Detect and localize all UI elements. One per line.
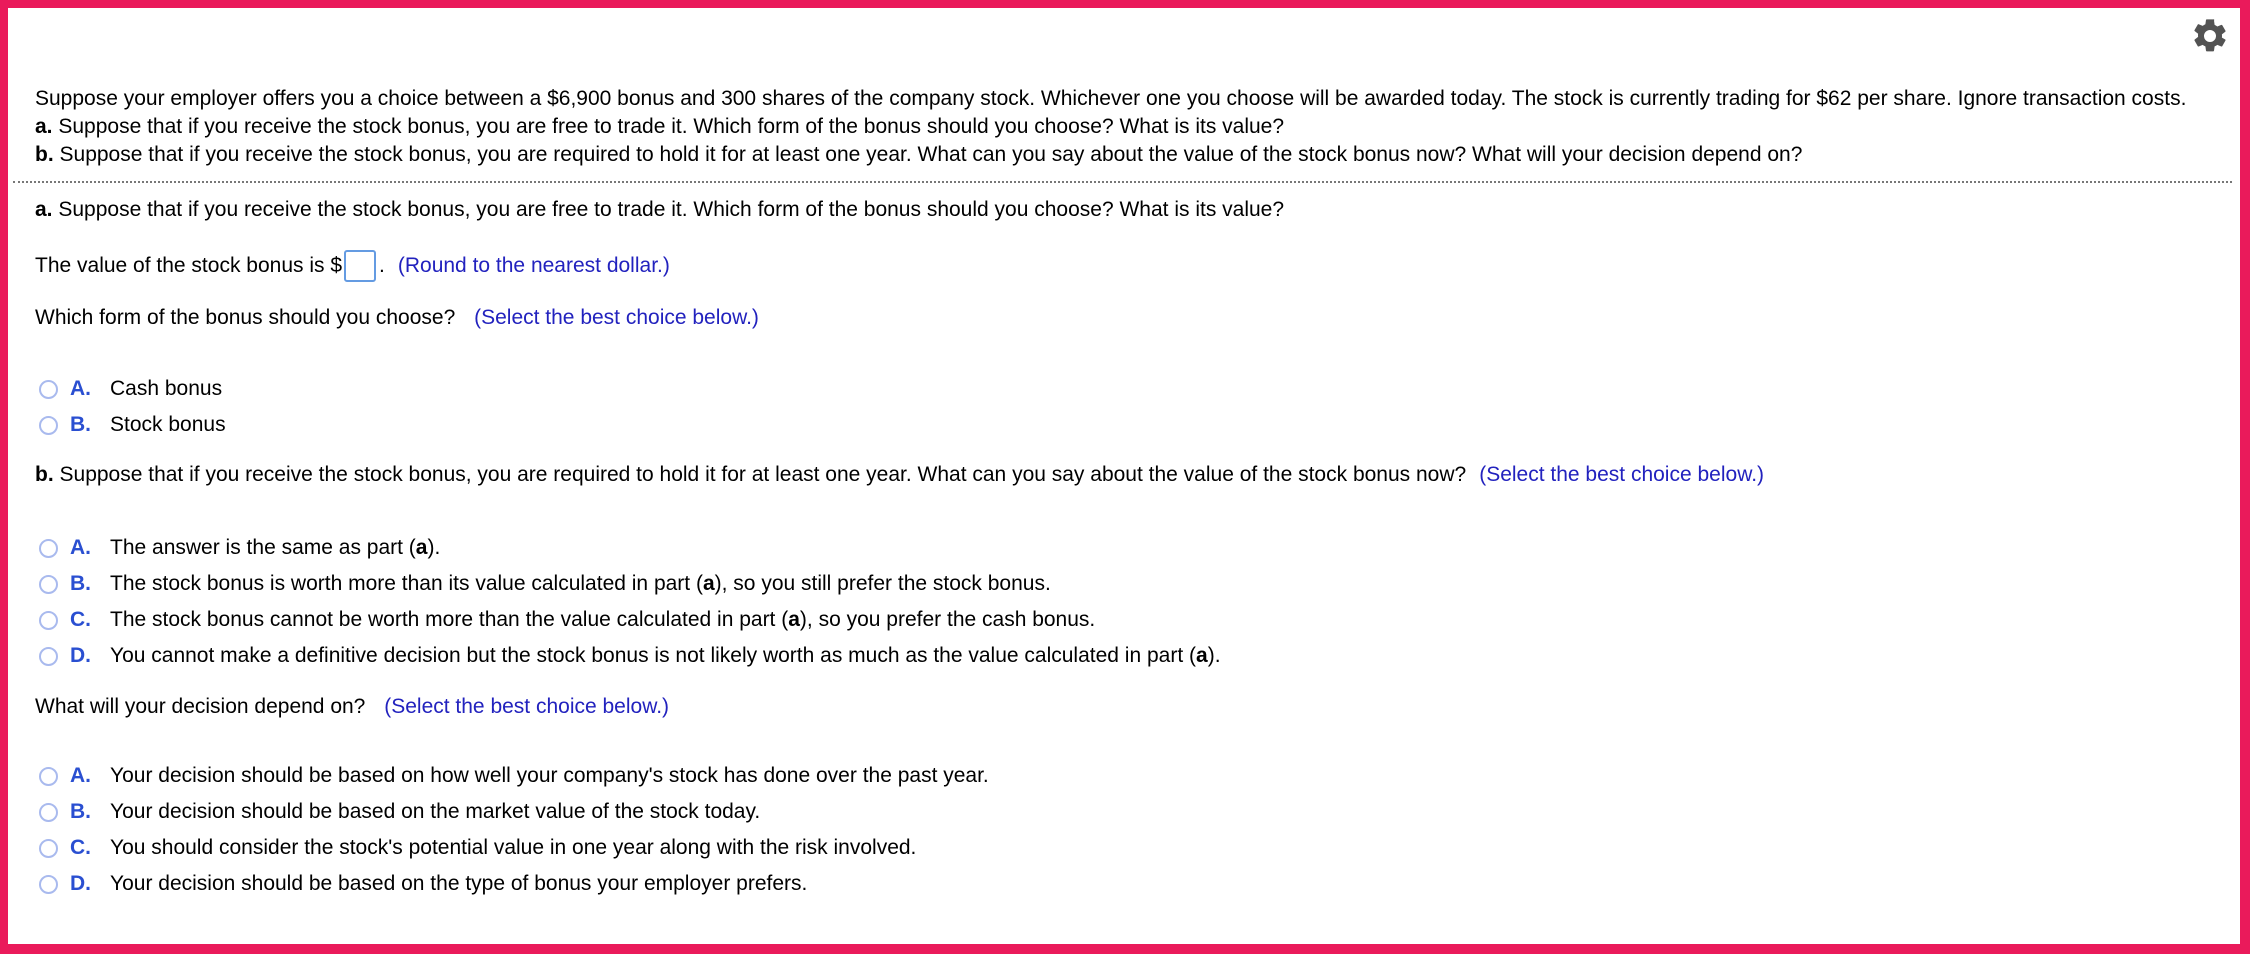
option-letter: C. xyxy=(70,836,91,859)
option-text: Stock bonus xyxy=(110,413,226,436)
part-a-restated-text: Suppose that if you receive the stock bonus, you are free to trade it. Which form of the bonus should you choose? What is its value? xyxy=(52,198,1285,221)
option-text: Your decision should be based on how well your company's stock has done over the past year. xyxy=(110,764,989,787)
question-separator xyxy=(13,181,2232,183)
choice-hint: (Select the best choice below.) xyxy=(474,306,759,329)
value-round-hint: (Round to the nearest dollar.) xyxy=(397,254,670,277)
part-b-hint: (Select the best choice below.) xyxy=(1479,463,1765,486)
option-text: The stock bonus is worth more than its value calculated in part (a), so you still prefer the stock bonus. xyxy=(110,572,1051,595)
choice-question: Which form of the bonus should you choose? xyxy=(35,306,456,329)
option-text: Your decision should be based on the market value of the stock today. xyxy=(110,800,761,823)
option-letter: D. xyxy=(70,644,91,667)
option-row-d-b xyxy=(35,798,2230,826)
decision-question-line xyxy=(35,693,2230,721)
option-letter: B. xyxy=(70,800,91,823)
radio-part-b-option-b[interactable] xyxy=(39,575,58,594)
option-text: The stock bonus cannot be worth more than the value calculated in part (a), so you prefer the cash bonus. xyxy=(110,608,1096,631)
option-text: Cash bonus xyxy=(110,377,223,400)
part-b-restated-label: b. xyxy=(35,463,54,486)
decision-hint: (Select the best choice below.) xyxy=(384,695,670,718)
part-b-label: b. xyxy=(35,143,54,166)
stock-bonus-value-input[interactable] xyxy=(344,250,376,282)
option-row-b-b xyxy=(35,570,2230,598)
radio-decision-option-d[interactable] xyxy=(39,875,58,894)
option-row-a-cash xyxy=(35,375,2230,403)
option-row-a-stock xyxy=(35,411,2230,439)
part-b-question: Suppose that if you receive the stock bonus, you are required to hold it for at least one year. What can you say about the value of the stock bonus now? xyxy=(53,463,1467,486)
option-letter: C. xyxy=(70,608,91,631)
option-letter: B. xyxy=(70,413,91,436)
stock-bonus-value-row xyxy=(35,249,2230,283)
part-a-label: a. xyxy=(35,115,53,138)
option-letter: A. xyxy=(70,377,91,400)
decision-option-group xyxy=(35,762,2230,898)
option-letter: B. xyxy=(70,572,91,595)
radio-part-a-option-a[interactable] xyxy=(39,380,58,399)
option-row-d-c xyxy=(35,834,2230,862)
problem-intro-text: Suppose your employer offers you a choice between a $6,900 bonus and 300 shares of the company stock. Whichever one you choose will be awarded today. The stock is currently trading for $62 per share. Ignore transaction costs. xyxy=(35,87,2187,110)
answer-area xyxy=(8,196,2240,898)
part-a-restated-label: a. xyxy=(35,198,53,221)
option-text: The answer is the same as part (a). xyxy=(110,536,441,559)
part-a-option-group xyxy=(35,375,2230,439)
value-suffix: . xyxy=(379,254,385,277)
problem-statement xyxy=(8,8,2240,169)
option-row-b-c xyxy=(35,606,2230,634)
option-text: You cannot make a definitive decision but the stock bonus is not likely worth as much as the value calculated in part (a). xyxy=(110,644,1221,667)
part-b-option-group xyxy=(35,534,2230,670)
decision-question: What will your decision depend on? xyxy=(35,695,366,718)
radio-decision-option-a[interactable] xyxy=(39,767,58,786)
radio-part-a-option-b[interactable] xyxy=(39,416,58,435)
radio-part-b-option-d[interactable] xyxy=(39,647,58,666)
option-row-d-d xyxy=(35,870,2230,898)
option-letter: A. xyxy=(70,764,91,787)
radio-part-b-option-a[interactable] xyxy=(39,539,58,558)
option-text: Your decision should be based on the type of bonus your employer prefers. xyxy=(110,872,808,895)
part-b-question-line xyxy=(35,461,2230,489)
part-a-text: Suppose that if you receive the stock bonus, you are free to trade it. Which form of the bonus should you choose? What is its value? xyxy=(52,115,1285,138)
settings-gear-icon[interactable] xyxy=(2190,16,2230,56)
option-row-b-d xyxy=(35,642,2230,670)
option-row-b-a xyxy=(35,534,2230,562)
problem-part-b-line xyxy=(35,141,2230,169)
choice-question-line xyxy=(35,304,2230,332)
option-letter: A. xyxy=(70,536,91,559)
option-letter: D. xyxy=(70,872,91,895)
radio-decision-option-c[interactable] xyxy=(39,839,58,858)
part-a-restated-line xyxy=(35,196,2230,224)
radio-decision-option-b[interactable] xyxy=(39,803,58,822)
option-row-d-a xyxy=(35,762,2230,790)
part-b-text: Suppose that if you receive the stock bonus, you are required to hold it for at least one year. What can you say about the value of the stock bonus now? What will your decision depend on? xyxy=(53,143,1803,166)
radio-part-b-option-c[interactable] xyxy=(39,611,58,630)
value-prompt: The value of the stock bonus is $ xyxy=(35,254,343,277)
option-text: You should consider the stock's potential value in one year along with the risk involved. xyxy=(110,836,917,859)
problem-part-a-line xyxy=(35,113,2230,141)
